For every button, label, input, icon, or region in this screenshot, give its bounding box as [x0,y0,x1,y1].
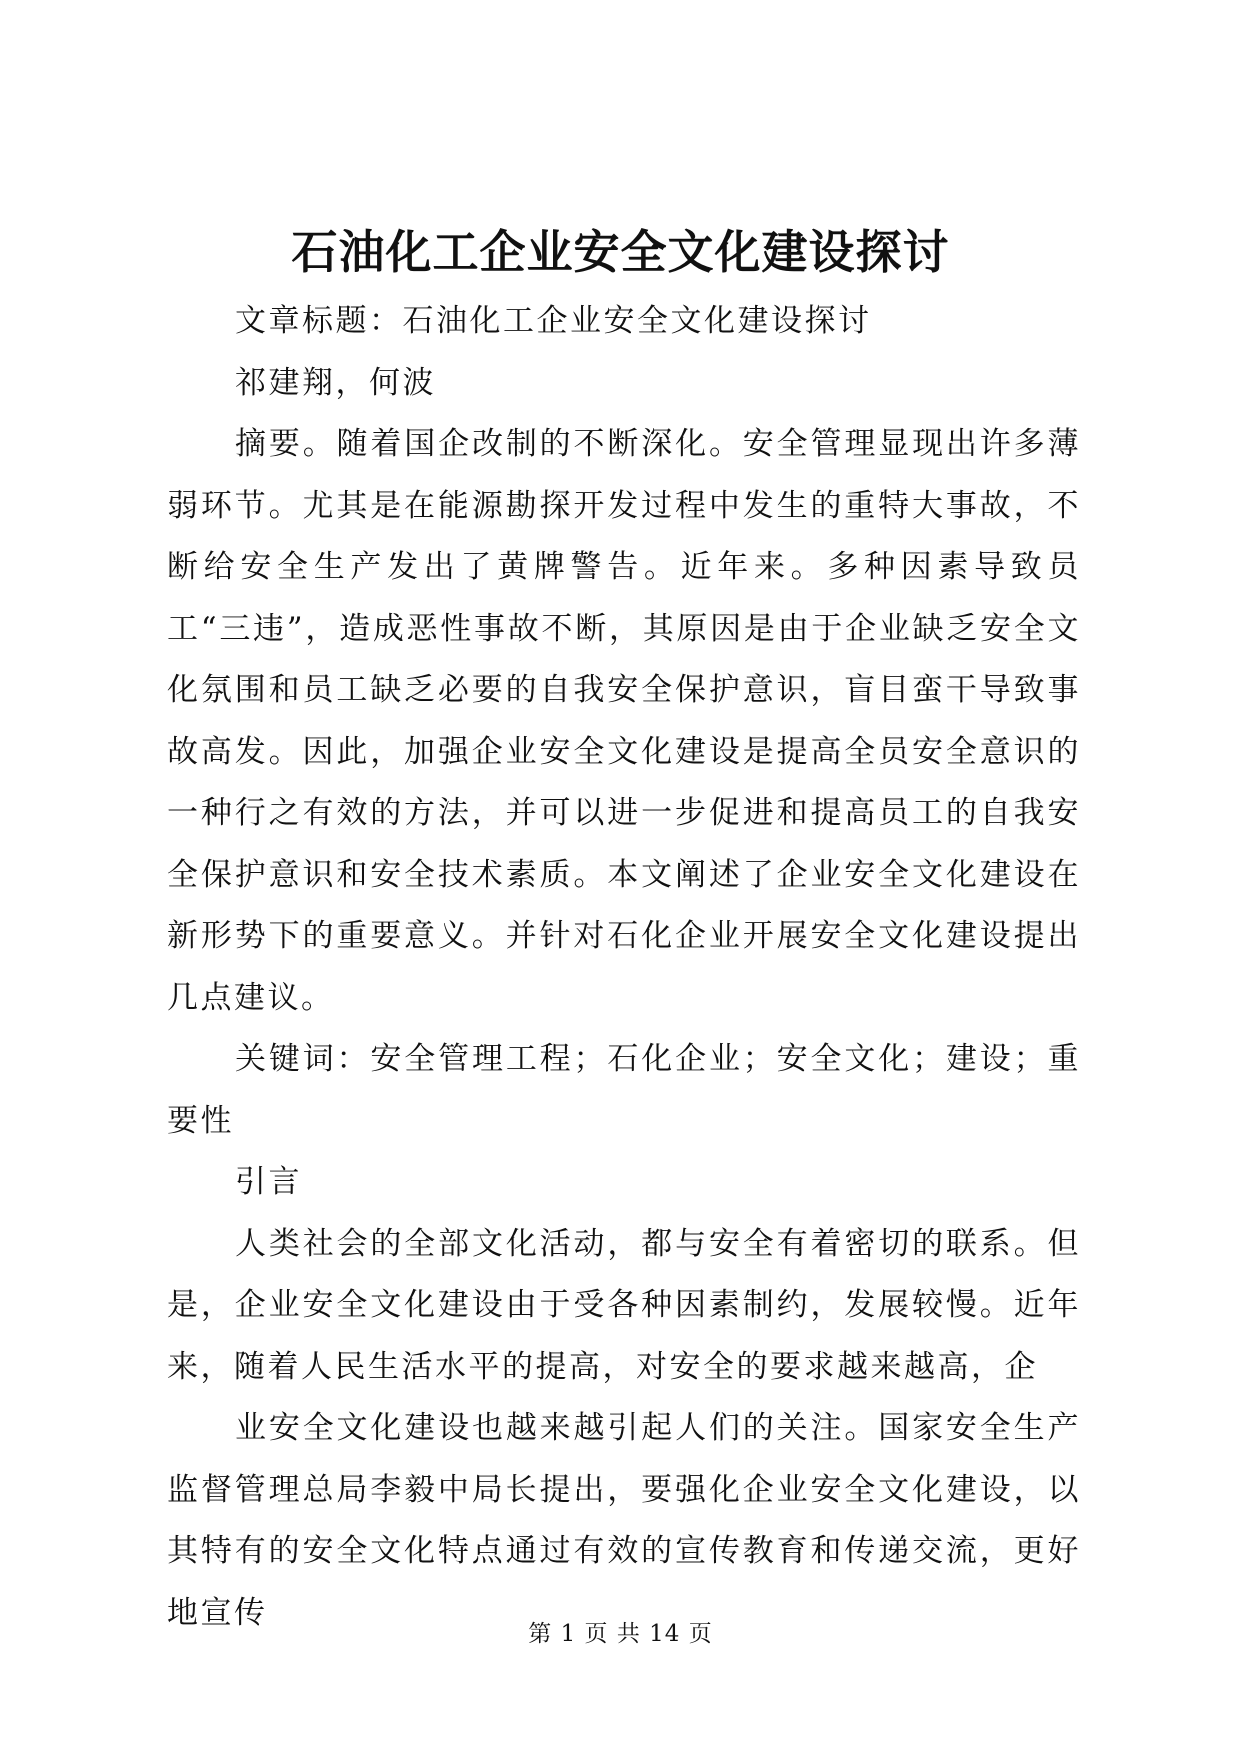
page-number-footer: 第 1 页 共 14 页 [528,1621,713,1647]
body-paragraph: 人类社会的全部文化活动，都与安全有着密切的联系。但是，企业安全文化建设由于受各种因素制约，发展较慢。近年来，随着人民生活水平的提高，对安全的要求越来越高，企 [167,1225,1081,1385]
keywords-paragraph: 关键词：安全管理工程；石化企业；安全文化；建设；重要性 [167,1041,1081,1139]
article-title-line: 文章标题：石油化工企业安全文化建设探讨 [235,303,872,339]
document-body [167,291,1081,1644]
section-heading-introduction: 引言 [235,1164,302,1200]
abstract-paragraph: 摘要。随着国企改制的不断深化。安全管理显现出许多薄弱环节。尤其是在能源勘探开发过程中发生的重特大事故，不断给安全生产发出了黄牌警告。近年来。多种因素导致员工“三违”，造成恶性事故不断，其原因是由于企业缺乏安全文化氛围和员工缺乏必要的自我安全保护意识，盲目蛮干导致事故高发。因此，加强企业安全文化建设是提高全员安全意识的一种行之有效的方法，并可以进一步促进和提高员工的自我安全保护意识和安全技术素质。本文阐述了企业安全文化建设在新形势下的重要意义。并针对石化企业开展安全文化建设提出几点建议。 [167,426,1081,1016]
body-paragraph: 业安全文化建设也越来越引起人们的关注。国家安全生产监督管理总局李毅中局长提出，要强化企业安全文化建设，以其特有的安全文化特点通过有效的宣传教育和传递交流，更好地宣传 [167,1410,1081,1631]
document-title: 石油化工企业安全文化建设探讨 [291,225,950,279]
authors-line: 祁建翔，何波 [235,364,436,401]
